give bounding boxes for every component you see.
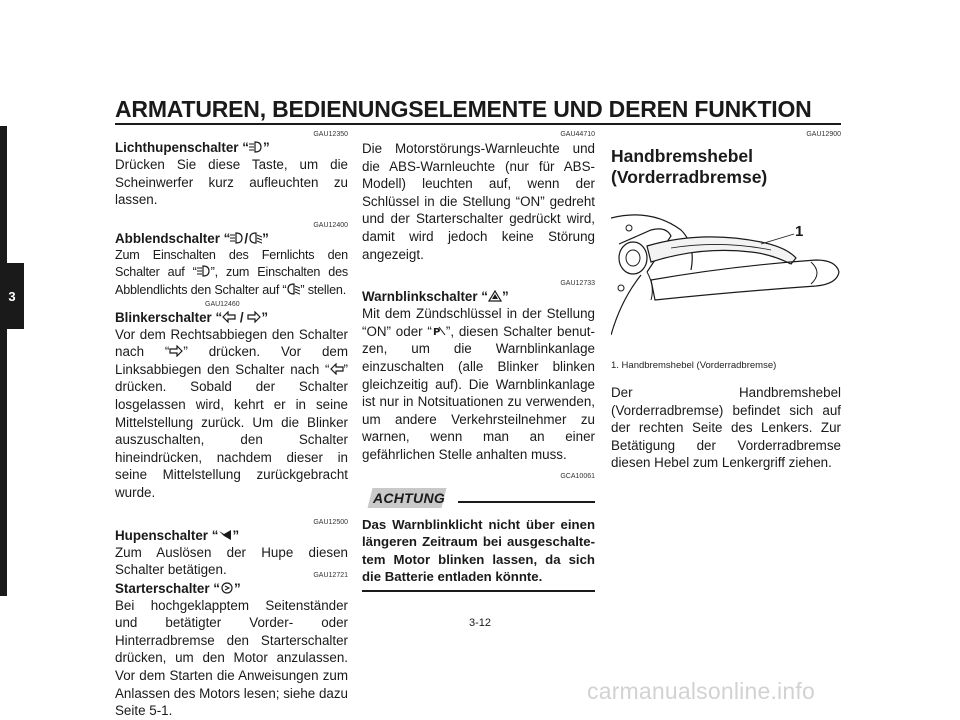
chapter-tab-bar [0,126,7,596]
low-beam-icon [286,283,300,295]
section-title-hupe: Hupenschalter “ ” [115,527,240,543]
section-code: GAU12350 [313,131,348,138]
section-text: Drücken Sie diese Taste, um die Scheinwerfer kurz aufleuchten zu lassen. [115,157,348,208]
parking-icon [432,324,446,336]
section-text: Zum Einschalten des Fernlichts den Schalter auf “ ”, zum Einschalten des Abblendlichts den Schalter auf “ ” stellen. [115,247,348,297]
section-code: GCA10061 [560,472,595,480]
warning-bottom-rule [362,590,595,592]
section-text: Bei hochgeklapptem Seitenständer und betätigter Vorder- oder Hinterradbremse den Starterschalter drücken, um den Motor anzulassen. Vor dem Starten die Anweisungen zum Anlassen des Motors lesen; siehe dazu Seite 5-1. [115,597,348,719]
starter-icon [220,582,234,594]
page-title: ARMATUREN, BEDIENUNGSELEMENTE UND DEREN FUNKTION [115,96,812,122]
section-text: Die Motorstörungs-Warnleuchte und die ABS-Warnleuchte (nur für ABS-Modell) leuchten auf, wenn der Schlüssel in die Stellung “ON” gedreht und der Starterschalter gedrückt wird, damit wird jedoch keine Störung angezeigt. [362,141,595,262]
page-number: 3-12 [468,617,492,629]
title-rule [115,123,841,125]
section-text: Zum Auslösen der Hupe diesen Schalter betätigen. [115,544,348,578]
section-code: GAU12900 [806,131,841,138]
section-code: GAU12500 [313,518,348,526]
section-text: Mit dem Zündschlüssel in der Stellung “ON” oder “ P ”, diesen Schalter benutzen, um die Warnblinkanlage einzuschalten (alle Blinker blinken gleichzeitig auf). Die Warnblinkanlage ist nur in Notsituationen zu verwenden, um andere Verkehrsteilnehmer zu warnen, wenn man an einer gefährlichen Stelle anhalten muss. [362,306,595,462]
horn-icon [218,529,232,541]
brake-lever-figure [611,200,841,352]
section-title-handbremse: Handbremshebel [611,146,753,166]
high-beam-icon [197,265,211,277]
warning-label: ACHTUNG [372,489,446,506]
turn-right-icon [247,311,261,323]
column-1 [115,130,348,720]
chapter-tab-3: 3 [0,263,24,329]
section-title-lichthupe: Lichthupenschalter “ ” [115,140,270,155]
callout-number: 1 [795,223,804,240]
high-beam-flash-icon [249,141,263,153]
brake-lever-illustration [611,200,841,352]
section-title-abblend: Abblendschalter “ / ” [115,230,269,246]
section-text: Vor dem Rechtsabbiegen den Schalter nach “ ” drücken. Vor dem Linksabbiegen den Schalter nach “ ” drücken. Sobald der Schalter losgelassen wird, kehrt er in seine Mittelstellung zurück. Um die Blinker auszuschalten, den Schalter hineindrücken, nachdem dieser in seine Mittelstellung zurückgebracht wurde. [115,326,348,500]
section-code: GAU12733 [560,280,595,288]
section-title-warnblink: Warnblinkschalter “ ” [362,289,509,305]
figure-caption: 1. Handbremshebel (Vorderradbremse) [611,360,777,371]
section-code: GAU12460 [205,300,240,308]
warning-text: Das Warnblinklicht nicht über einen längeren Zeitraum bei ausgeschaltetem Motor blinken lassen, da sich die Batterie entladen könnte. [362,516,595,585]
svg-text:P: P [432,326,441,337]
column-2 [362,130,595,592]
warning-rule [458,501,595,503]
section-code: GAU12721 [313,571,348,579]
hazard-icon [488,290,502,302]
section-title-handbremse-sub: (Vorderradbremse) [611,167,768,187]
warning-box [362,472,595,592]
section-title-starter: Starterschalter “ ” [115,580,241,596]
column-3 [611,130,841,472]
turn-left-icon [222,311,236,323]
turn-right-icon [169,344,183,356]
section-code: GAU44710 [560,131,595,138]
turn-left-icon [330,362,344,374]
low-beam-icon [248,232,262,244]
section-title-blinker: Blinkerschalter “ / ” [115,309,269,325]
high-beam-icon [230,232,244,244]
watermark: carmanualsonline.info [587,678,815,704]
section-code: GAU12400 [313,221,348,229]
section-text: Der Handbremshebel (Vorderradbremse) befindet sich auf der rechten Seite des Lenkers. Zur Betätigung der Vorderradbremse diesen Hebel zum Lenkergriff ziehen. [611,385,841,471]
